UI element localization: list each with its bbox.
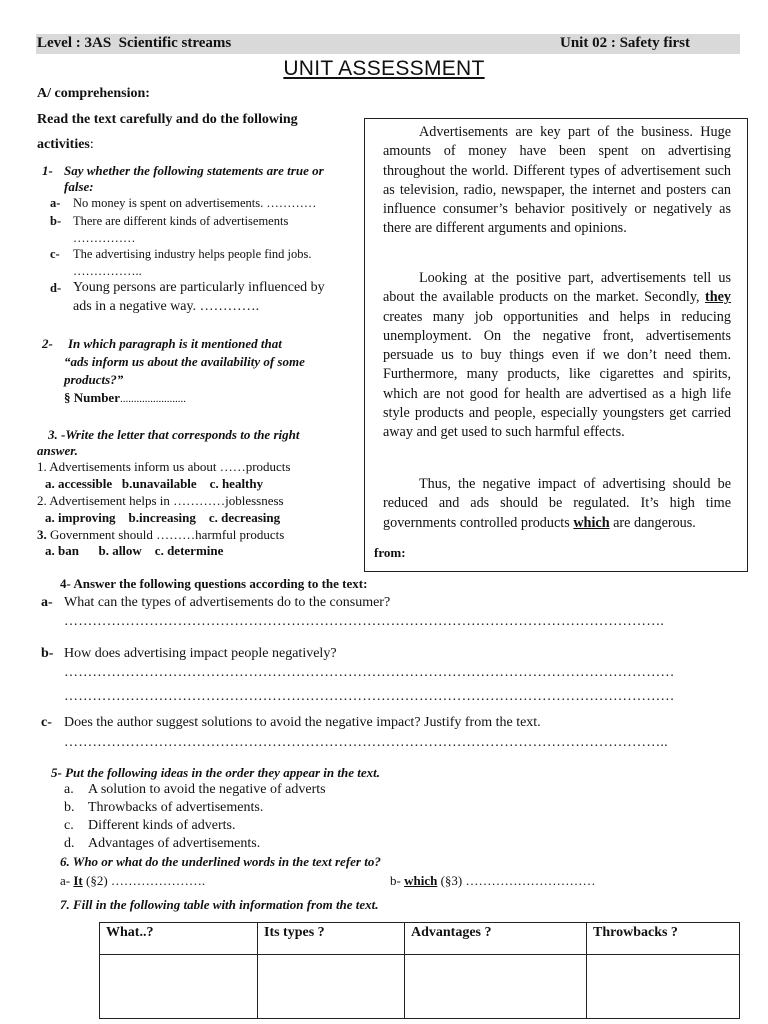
q3-line-2: answer. <box>37 443 78 458</box>
table-header-what: What..? <box>100 923 258 955</box>
section-a-heading: A/ comprehension: <box>37 86 150 101</box>
q1-number: 1- <box>42 163 53 178</box>
q4-a-answer-line[interactable]: ………………………………………………………………………………………………………………. <box>64 614 665 629</box>
q3-options-2: a. improving b.increasing c. decreasing <box>45 510 281 525</box>
q5-item-c-text: Different kinds of adverts. <box>88 818 236 833</box>
table-header-types: Its types ? <box>258 923 405 955</box>
q4-title: 4- Answer the following questions according to the text: <box>60 576 368 591</box>
q5-item-b-text: Throwbacks of advertisements. <box>88 800 264 815</box>
q5-item-c-label: c. <box>64 818 74 833</box>
passage-paragraph-3 <box>383 475 731 533</box>
passage-p1-text: Advertisements are key part of the business. Huge amounts of money have been spent on advertising throughout the world. Different types of advertisement such as television, radio, newspaper, the internet and posters can influence consumer’s behavior positively or negatively as there are different arguments and opinions. <box>383 124 731 237</box>
q1-item-c-label: c- <box>50 247 60 261</box>
instruction-activities: activities <box>37 137 90 152</box>
q3-sentence-1: 1. Advertisements inform us about ……products <box>37 459 291 474</box>
info-table <box>99 922 740 1019</box>
underlined-word-which: which <box>573 514 610 531</box>
instruction-line-1: Read the text carefully and do the following <box>37 112 298 127</box>
q2-number-dots: ........................ <box>119 393 186 405</box>
q3-sentence-2: 2. Advertisement helps in …………joblessness <box>37 493 284 508</box>
table-header-row <box>100 923 740 955</box>
q3-sentence-3-number: 3. <box>37 527 47 542</box>
passage-paragraph-2 <box>383 269 731 443</box>
q1-item-d-line-2: ads in a negative way. …………. <box>73 299 260 314</box>
q3-sentence-3-text: Government should ………harmful products <box>46 527 285 542</box>
q4-b-label: b- <box>41 646 54 661</box>
q4-b-answer-line-1[interactable]: ………………………………………………………………………………………………………………… <box>64 665 675 680</box>
passage-paragraph-1 <box>383 123 731 239</box>
table-header-throwbacks: Throwbacks ? <box>587 923 740 955</box>
q1-item-b-label: b- <box>50 214 62 228</box>
table-row <box>100 955 740 1019</box>
table-cell-types[interactable] <box>258 955 405 1019</box>
q4-a-question: What can the types of advertisements do to the consumer? <box>64 595 391 610</box>
q2-number-label: § Number <box>64 390 120 405</box>
q1-item-a-label: a- <box>50 196 61 210</box>
q4-b-question: How does advertising impact people negatively? <box>64 646 337 661</box>
passage-p2-text-a: Looking at the positive part, advertisements tell us about the available products on the market. Secondly, <box>383 270 731 306</box>
q4-c-question: Does the author suggest solutions to avoid the negative impact? Justify from the text. <box>64 715 541 730</box>
q1-item-b-text: There are different kinds of advertisements <box>73 214 289 228</box>
passage-p3-text-b: are dangerous. <box>613 514 696 531</box>
table-cell-advantages[interactable] <box>405 955 587 1019</box>
q4-c-label: c- <box>41 715 52 730</box>
q5-item-a-label: a. <box>64 782 74 797</box>
q4-c-answer-line[interactable]: ……………………………………………………………………………………………………………….. <box>64 735 668 750</box>
passage-p2-text-b: creates many job opportunities and helps in reducing unemployment. On the negative front, advertisements persuade us to buy things even if we don’t need them. Furthermore, many products, like cigarettes and spirits, which are not good for health are advertised as a high life style products and people, especially youngsters get carried away and get used to such harmful effects. <box>383 308 731 441</box>
q6-b-word: which <box>404 873 438 888</box>
passage-p3-text-a: Thus, the negative impact of advertising should be reduced and ads should be regulated. It’s high time governments controlled products <box>383 476 731 531</box>
level-label: Level : 3AS Scientific streams <box>37 35 232 51</box>
q2-line-3: products?” <box>64 372 124 387</box>
table-cell-what[interactable] <box>100 955 258 1019</box>
unit-label: Unit 02 : Safety first <box>560 35 690 51</box>
q5-item-d-label: d. <box>64 836 75 851</box>
instruction-colon: : <box>89 137 94 152</box>
q3-line-1: 3. -Write the letter that corresponds to the right <box>48 427 300 442</box>
q1-item-b-dots: …………… <box>73 231 136 245</box>
q2-number-answer <box>64 390 186 406</box>
q5-item-d-text: Advantages of advertisements. <box>88 836 261 851</box>
q6-a-ref[interactable]: (§2) …………………. <box>82 873 206 888</box>
q1-item-d-label: d- <box>50 281 62 295</box>
q1-text-line-1: Say whether the following statements are true or <box>64 163 324 178</box>
q6-a-label: a- <box>60 873 71 888</box>
q2-line-2: “ads inform us about the availability of some <box>64 354 305 369</box>
table-cell-throwbacks[interactable] <box>587 955 740 1019</box>
q1-item-d-line-1: Young persons are particularly influenced by <box>73 280 325 295</box>
q3-options-3: a. ban b. allow c. determine <box>45 543 224 558</box>
q2-number: 2- <box>42 336 53 351</box>
table-header-advantages: Advantages ? <box>405 923 587 955</box>
q3-sentence-3 <box>37 527 284 543</box>
passage-source-label: from: <box>374 545 406 560</box>
q1-text-line-2: false: <box>64 179 94 194</box>
q6-b-ref[interactable]: (§3) ………………………… <box>437 873 596 888</box>
q4-b-answer-line-2[interactable]: ………………………………………………………………………………………………………………… <box>64 689 675 704</box>
q5-title: 5- Put the following ideas in the order they appear in the text. <box>51 765 380 780</box>
q7-title: 7. Fill in the following table with information from the text. <box>60 897 379 912</box>
q1-item-c-dots: …………….. <box>73 264 142 278</box>
q1-item-c-text: The advertising industry helps people find jobs. <box>73 247 312 261</box>
q5-item-a-text: A solution to avoid the negative of adverts <box>88 782 326 797</box>
q6-b-label: b- <box>390 873 401 888</box>
q3-options-1: a. accessible b.unavailable c. healthy <box>45 476 264 491</box>
q6-item-b <box>390 873 596 889</box>
q6-title: 6. Who or what do the underlined words in the text refer to? <box>60 854 381 869</box>
q4-a-label: a- <box>41 595 53 610</box>
q1-item-a-text: No money is spent on advertisements. ………… <box>73 196 317 210</box>
reading-passage-box <box>364 118 748 572</box>
page-title: UNIT ASSESSMENT <box>283 57 485 80</box>
q2-line-1: In which paragraph is it mentioned that <box>68 336 282 351</box>
q5-item-b-label: b. <box>64 800 75 815</box>
q6-a-word: It <box>73 873 83 888</box>
instruction-line-2 <box>37 137 94 153</box>
underlined-word-they: they <box>705 289 732 306</box>
q6-item-a <box>60 873 205 889</box>
